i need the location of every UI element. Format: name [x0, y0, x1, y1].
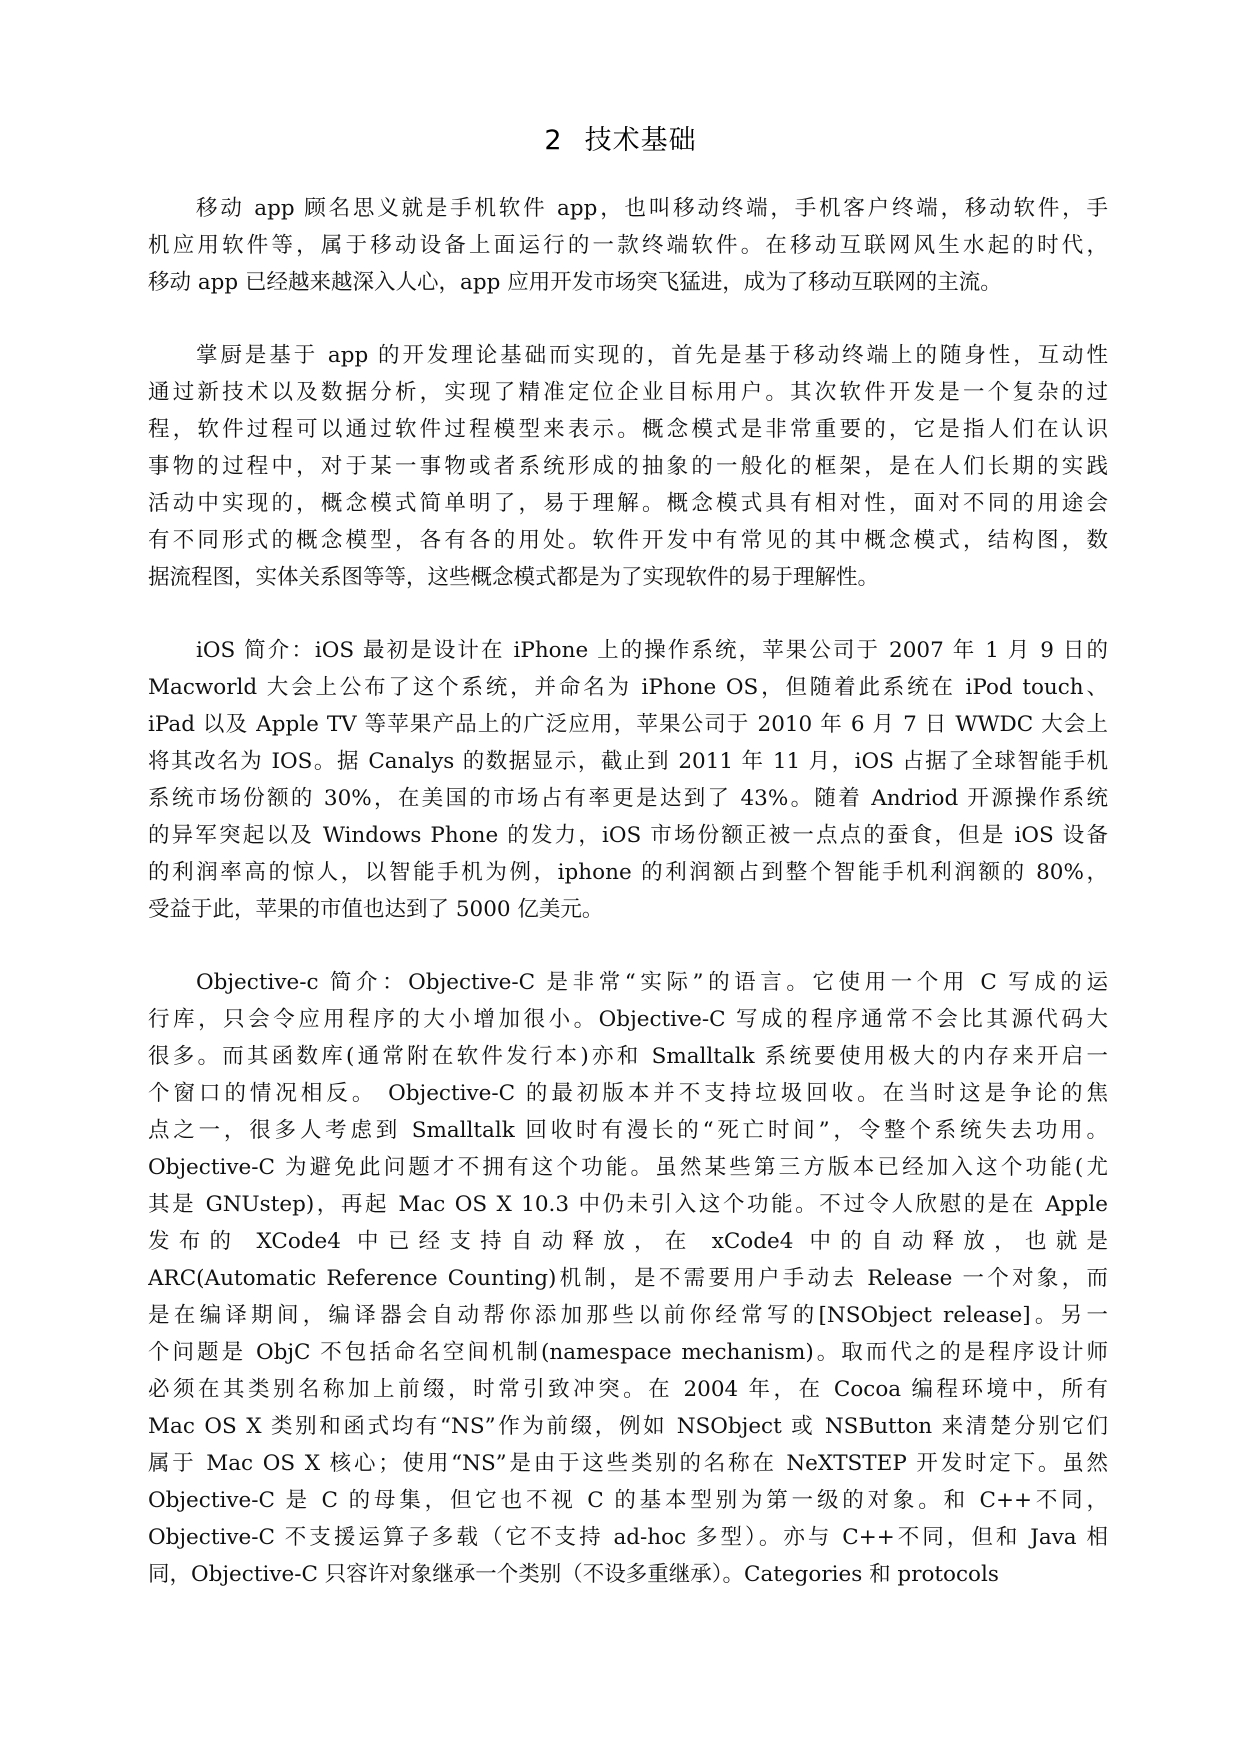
paragraph — [148, 964, 1108, 1593]
text-line: 将其改名为 IOS。据 Canalys 的数据显示，截止到 2011 年 11 月，iOS 占据了全球智能手机 — [148, 749, 1108, 774]
text-line: Objective-C 是 C 的母集，但它也不视 C 的基本型别为第一级的对象。和 C++不同， — [148, 1488, 1108, 1513]
text-line: 掌厨是基于 app 的开发理论基础而实现的，首先是基于移动终端上的随身性，互动性 — [196, 343, 1108, 368]
text-line: ARC(Automatic Reference Counting)机制，是不需要用户手动去 Release 一个对象，而 — [148, 1266, 1108, 1291]
section-number: 2 — [544, 125, 563, 156]
text-line: Objective-C 为避免此问题才不拥有这个功能。虽然某些第三方版本已经加入这个功能(尤 — [148, 1155, 1108, 1180]
text-line: 受益于此，苹果的市值也达到了 5000 亿美元。 — [148, 897, 604, 922]
paragraph — [148, 632, 1108, 928]
text-line: iPad 以及 Apple TV 等苹果产品上的广泛应用，苹果公司于 2010 年 6 月 7 日 WWDC 大会上 — [148, 712, 1108, 737]
text-line: Mac OS X 类别和函式均有“NS”作为前缀，例如 NSObject 或 NSButton 来清楚分别它们 — [148, 1414, 1108, 1439]
body-text — [148, 190, 1108, 1629]
text-line: 的异军突起以及 Windows Phone 的发力，iOS 市场份额正被一点点的蚕食，但是 iOS 设备 — [148, 823, 1108, 848]
section-heading — [0, 118, 1241, 157]
text-line: 机应用软件等，属于移动设备上面运行的一款终端软件。在移动互联网风生水起的时代， — [148, 233, 1108, 258]
text-line: 个问题是 ObjC 不包括命名空间机制(namespace mechanism)。取而代之的是程序设计师 — [148, 1340, 1108, 1365]
text-line: 有不同形式的概念模型，各有各的用处。软件开发中有常见的其中概念模式，结构图，数 — [148, 528, 1108, 553]
text-line: iOS 简介：iOS 最初是设计在 iPhone 上的操作系统，苹果公司于 2007 年 1 月 9 日的 — [196, 638, 1108, 663]
text-line: 其是 GNUstep)，再起 Mac OS X 10.3 中仍未引入这个功能。不过令人欣慰的是在 Apple — [148, 1192, 1108, 1217]
text-line: Objective-c 简介：Objective-C 是非常“实际”的语言。它使用一个用 C 写成的运 — [196, 970, 1108, 995]
text-line: 是在编译期间，编译器会自动帮你添加那些以前你经常写的[NSObject release]。另一 — [148, 1303, 1108, 1328]
text-line: 的利润率高的惊人，以智能手机为例，iphone 的利润额占到整个智能手机利润额的 80%， — [148, 860, 1108, 885]
text-line: 很多。而其函数库(通常附在软件发行本)亦和 Smalltalk 系统要使用极大的内存来开启一 — [148, 1044, 1108, 1069]
text-line: 行库，只会令应用程序的大小增加很小。Objective-C 写成的程序通常不会比其源代码大 — [148, 1007, 1108, 1032]
text-line: 属于 Mac OS X 核心；使用“NS”是由于这些类别的名称在 NeXTSTEP 开发时定下。虽然 — [148, 1451, 1108, 1476]
paragraph — [148, 190, 1108, 301]
text-line: 系统市场份额的 30%，在美国的市场占有率更是达到了 43%。随着 Andriod 开源操作系统 — [148, 786, 1108, 811]
text-line: Macworld 大会上公布了这个系统，并命名为 iPhone OS，但随着此系统在 iPod touch、 — [148, 675, 1108, 700]
text-line: 必须在其类别名称加上前缀，时常引致冲突。在 2004 年，在 Cocoa 编程环境中，所有 — [148, 1377, 1108, 1402]
text-line: 活动中实现的，概念模式简单明了，易于理解。概念模式具有相对性，面对不同的用途会 — [148, 491, 1108, 516]
text-line: 同，Objective-C 只容许对象继承一个类别（不设多重继承）。Categories 和 protocols — [148, 1562, 999, 1587]
text-line: 个窗口的情况相反。 Objective-C 的最初版本并不支持垃圾回收。在当时这是争论的焦 — [148, 1081, 1108, 1106]
text-line: 发布的 XCode4 中已经支持自动释放，在 xCode4 中的自动释放，也就是 — [148, 1229, 1108, 1254]
text-line: 移动 app 已经越来越深入人心，app 应用开发市场突飞猛进，成为了移动互联网的主流。 — [148, 270, 1002, 295]
text-line: 通过新技术以及数据分析，实现了精准定位企业目标用户。其次软件开发是一个复杂的过 — [148, 380, 1108, 405]
text-line: 点之一，很多人考虑到 Smalltalk 回收时有漫长的“死亡时间”，令整个系统失去功用。 — [148, 1118, 1108, 1143]
paragraph — [148, 337, 1108, 596]
text-line: 事物的过程中，对于某一事物或者系统形成的抽象的一般化的框架，是在人们长期的实践 — [148, 454, 1108, 479]
text-line: 据流程图，实体关系图等等，这些概念模式都是为了实现软件的易于理解性。 — [148, 565, 880, 590]
text-line: 程，软件过程可以通过软件过程模型来表示。概念模式是非常重要的，它是指人们在认识 — [148, 417, 1108, 442]
section-title: 技术基础 — [584, 125, 697, 156]
text-line: Objective-C 不支援运算子多载（它不支持 ad-hoc 多型）。亦与 C++不同，但和 Java 相 — [148, 1525, 1108, 1550]
text-line: 移动 app 顾名思义就是手机软件 app，也叫移动终端，手机客户终端，移动软件，手 — [196, 196, 1108, 221]
